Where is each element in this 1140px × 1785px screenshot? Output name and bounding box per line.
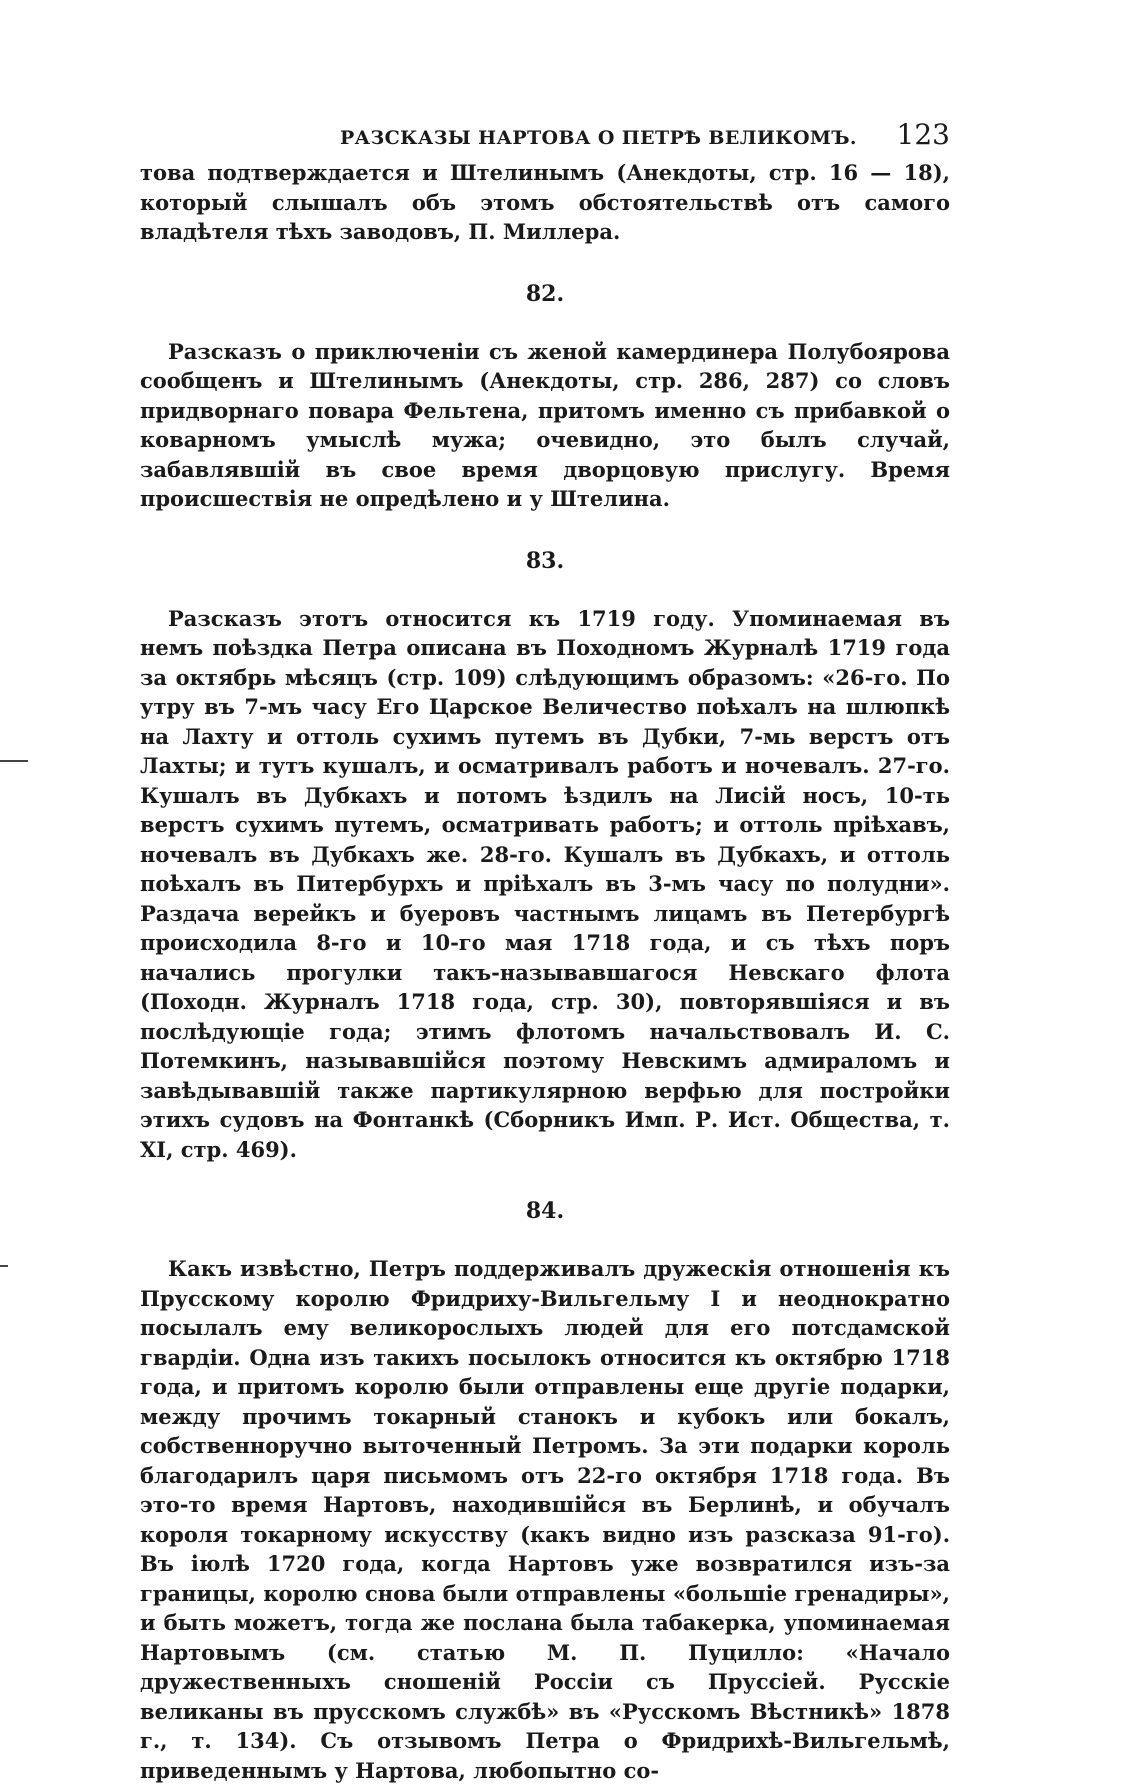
paragraph-83: Разсказъ этотъ относится къ 1719 году. Упоминаемая въ немъ поѣздка Петра описана въ Походномъ Журналѣ 1719 года за октябрь мѣсяцъ (стр. 109) слѣдующимъ образомъ: «26-го. По утру въ 7-мъ часу Его Царское Величество поѣхалъ на шлюпкѣ на Лахту и оттоль сухимъ путемъ въ Дубки, 7-мь верстъ отъ Лахты; и тутъ кушалъ, и осматривалъ работъ и ночевалъ. 27-го. Кушалъ въ Дубкахъ и потомъ ѣздилъ на Лисій носъ, 10-ть верстъ сухимъ путемъ, осматривать работъ; и оттоль пріѣхавъ, ночевалъ въ Дубкахъ же. 28-го. Кушалъ въ Дубкахъ, и оттоль поѣхалъ въ Питербурхъ и пріѣхалъ въ 3-мъ часу по полудни». Раздача верейкъ и буеровъ частнымъ лицамъ въ Петербургѣ происходила 8-го и 10-го мая 1718 года, и съ тѣхъ поръ начались прогулки такъ-называвшагося Невскаго флота (Походн. Журналъ 1718 года, стр. 30), повторявшіяся и въ послѣдующіе года; этимъ флотомъ начальствовалъ И. С. Потемкинъ, называвшійся поэтому Невскимъ адмираломъ и завѣдывавшій также партикулярною верфью для постройки этихъ судовъ на Фонтанкѣ (Сборникъ Имп. Р. Ист. Общества, т. XI, стр. 469). (140, 605, 950, 1162)
section-number-84: 84. (525, 1198, 565, 1224)
page-number: 123 (896, 118, 950, 151)
section-number-83: 83. (525, 547, 565, 574)
paragraph-82: Разсказъ о приключеніи съ женой камердинера Полубоярова сообщенъ и Штелинымъ (Анекдоты, стр. 286, 287) со словъ придворнаго повара Фельтена, притомъ именно съ прибавкой о коварномъ умыслѣ мужа; очевидно, это былъ случай, забавлявшій въ свое время дворцовую прислугу. Время происшествія не опредѣлено и у Штелина. (140, 338, 950, 511)
document-page (140, 118, 950, 1785)
margin-mark (0, 760, 28, 762)
paragraph-intro: това подтверждается и Штелинымъ (Анекдоты, стр. 16 — 18), который слышалъ объ этомъ обстоятельствѣ отъ самого владѣтеля тѣхъ заводовъ, П. Миллера. (140, 160, 950, 244)
running-title: РАЗСКАЗЫ НАРТОВА О ПЕТРѢ ВЕЛИКОМЪ. (340, 127, 857, 149)
section-number-82: 82. (525, 280, 565, 307)
running-head (140, 118, 950, 158)
paragraph-84: Какъ извѣстно, Петръ поддерживалъ дружескія отношенія къ Прусскому королю Фридриху-Вильгельму I и неоднократно посылалъ ему великорослыхъ людей для его потсдамской гвардіи. Одна изъ такихъ посылокъ относится къ октябрю 1718 года, и притомъ королю были отправлены еще другіе подарки, между прочимъ токарный станокъ и кубокъ или бокалъ, собственноручно выточенный Петромъ. За эти подарки король благодарилъ царя письмомъ отъ 22-го октября 1718 года. Въ это-то время Нартовъ, находившійся въ Берлинѣ, и обучалъ короля токарному искусству (какъ видно изъ разсказа 91-го). Въ іюлѣ 1720 года, когда Нартовъ уже возвратился изъ-за границы, королю снова были отправлены «большіе гренадиры», и быть можетъ, тогда же послана была табакерка, упоминаемая Нартовымъ (см. статью М. П. Пуцилло: «Начало дружественныхъ сношеній Россіи съ Пруссіей. Русскіе великаны въ прусскомъ службѣ» въ «Русскомъ Вѣстникѣ» 1878 г., т. 134). Съ отзывомъ Петра о Фридрихѣ-Вильгельмѣ, приведеннымъ у Нартова, любопытно со- (140, 1256, 950, 1783)
margin-tick (0, 1265, 8, 1267)
